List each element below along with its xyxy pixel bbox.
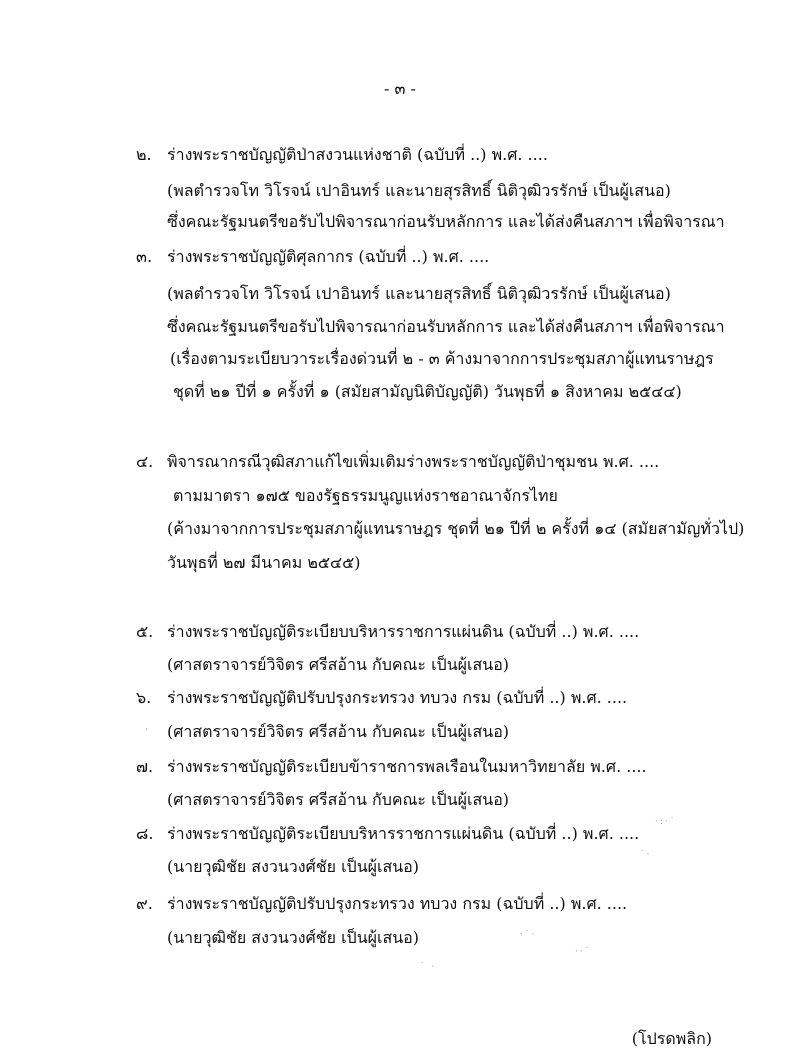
item-number: ๕. xyxy=(136,622,154,641)
item-line-text: (ค้างมาจากการประชุมสภาผู้แทนราษฎร ชุดที่ ๒๑ ปีที่ ๒ ครั้งที่ ๑๔ (สมัยสามัญทั่วไป) xyxy=(167,519,745,538)
scan-speck: ·:·˙ xyxy=(655,817,677,827)
item-title: ร่างพระราชบัญญัติระเบียบข้าราชการพลเรือนในมหาวิทยาลัย พ.ศ. .... xyxy=(167,757,647,776)
page-number: - ๓ - xyxy=(384,79,416,98)
item-line-text: (เรื่องตามระเบียบวาระเรื่องด่วนที่ ๒ - ๓ ค้างมาจากการประชุมสภาผู้แทนราษฎร xyxy=(170,349,714,368)
scan-speck: ··˙ xyxy=(575,947,592,957)
item-number: ๘. xyxy=(136,824,154,843)
item-title: พิจารณากรณีวุฒิสภาแก้ไขเพิ่มเติมร่างพระราชบัญญัติป่าชุมชน พ.ศ. .... xyxy=(167,452,660,471)
item-title: ร่างพระราชบัญญัติปรับปรุงกระทรวง ทบวง กรม (ฉบับที่ ..) พ.ศ. .... xyxy=(167,894,628,913)
item-line-text: ตามมาตรา ๑๗๕ ของรัฐธรรมนูญแห่งราชอาณาจักรไทย xyxy=(173,486,558,505)
footer-please-turn-over: (โปรดพลิก) xyxy=(631,1029,712,1048)
item-number: ๗. xyxy=(136,757,154,776)
item-line-text: (พลตำรวจโท วิโรจน์ เปาอินทร์ และนายสุรสิทธิ์ นิติวุฒิวรรักษ์ เป็นผู้เสนอ) xyxy=(167,284,671,303)
item-line-text: ชุดที่ ๒๑ ปีที่ ๑ ครั้งที่ ๑ (สมัยสามัญนิติบัญญัติ) วันพุธที่ ๑ สิงหาคม ๒๕๔๔) xyxy=(173,382,682,401)
item-number: ๙. xyxy=(136,894,153,913)
item-line-text: (นายวุฒิชัย สงวนวงศ์ชัย เป็นผู้เสนอ) xyxy=(167,857,420,876)
item-number: ๔. xyxy=(136,452,154,471)
item-title: ร่างพระราชบัญญัติปรับปรุงกระทรวง ทบวง กรม (ฉบับที่ ..) พ.ศ. .... xyxy=(167,688,628,707)
scan-speck: ˙· xyxy=(640,850,652,860)
item-number: ๒. xyxy=(136,145,152,164)
scan-speck: ˙ · xyxy=(420,962,437,972)
item-line-text: (ศาสตราจารย์วิจิตร ศรีสอ้าน กับคณะ เป็นผู้เสนอ) xyxy=(167,722,510,741)
item-line-text: (ศาสตราจารย์วิจิตร ศรีสอ้าน กับคณะ เป็นผู้เสนอ) xyxy=(167,655,510,674)
item-title: ร่างพระราชบัญญัติป่าสงวนแห่งชาติ (ฉบับที่ ..) พ.ศ. .... xyxy=(167,145,548,164)
item-title: ร่างพระราชบัญญัติระเบียบบริหารราชการแผ่นดิน (ฉบับที่ ..) พ.ศ. .... xyxy=(167,824,640,843)
item-line-text: (นายวุฒิชัย สงวนวงศ์ชัย เป็นผู้เสนอ) xyxy=(167,928,420,947)
item-number: ๖. xyxy=(136,688,152,707)
item-line-text: ซึ่งคณะรัฐมนตรีขอรับไปพิจารณาก่อนรับหลักการ และได้ส่งคืนสภาฯ เพื่อพิจารณา xyxy=(167,317,725,336)
item-line-text: ซึ่งคณะรัฐมนตรีขอรับไปพิจารณาก่อนรับหลักการ และได้ส่งคืนสภาฯ เพื่อพิจารณา xyxy=(167,212,725,231)
scan-speck: ·˙· xyxy=(520,930,537,940)
item-title: ร่างพระราชบัญญัติระเบียบบริหารราชการแผ่นดิน (ฉบับที่ ..) พ.ศ. .... xyxy=(167,622,640,641)
item-line-text: วันพุธที่ ๒๗ มีนาคม ๒๕๔๕) xyxy=(167,553,361,572)
item-number: ๓. xyxy=(136,247,153,266)
item-title: ร่างพระราชบัญญัติศุลกากร (ฉบับที่ ..) พ.ศ. .... xyxy=(167,247,490,266)
scan-speck: · xyxy=(145,725,150,735)
item-line-text: (พลตำรวจโท วิโรจน์ เปาอินทร์ และนายสุรสิทธิ์ นิติวุฒิวรรักษ์ เป็นผู้เสนอ) xyxy=(167,181,671,200)
item-line-text: (ศาสตราจารย์วิจิตร ศรีสอ้าน กับคณะ เป็นผู้เสนอ) xyxy=(167,790,510,809)
